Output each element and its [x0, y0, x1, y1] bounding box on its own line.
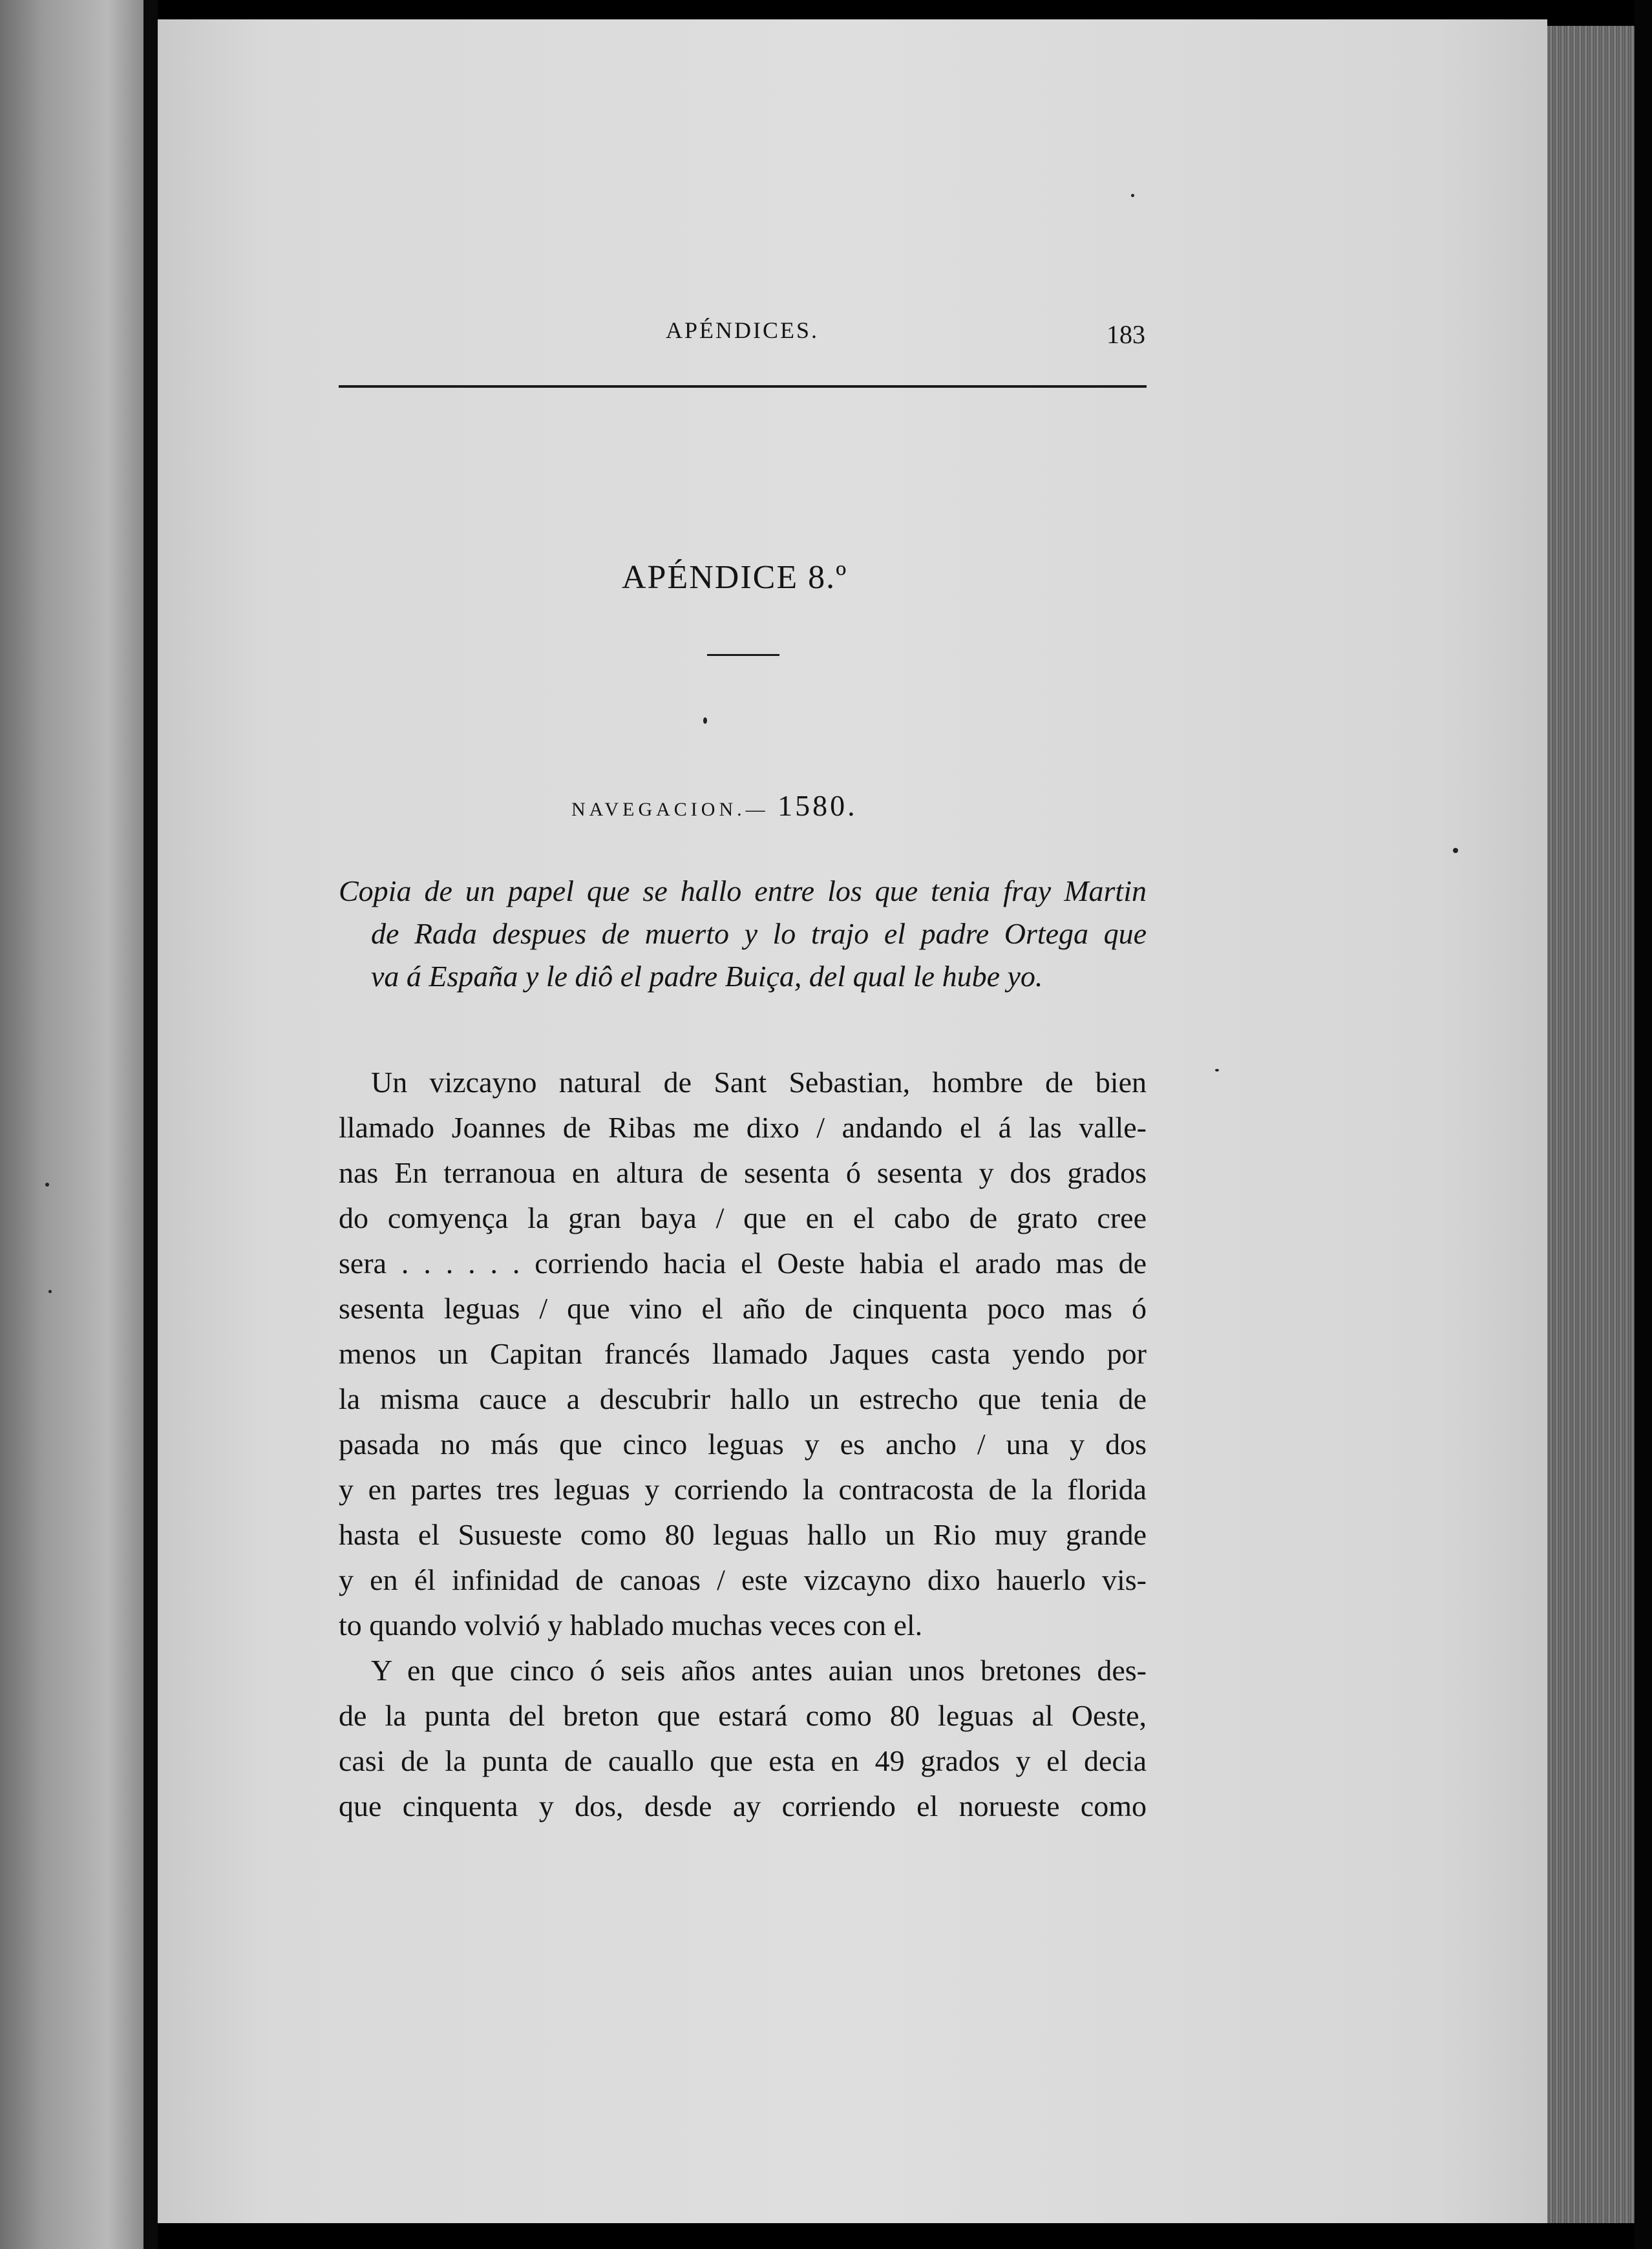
text-line: y en partes tres leguas y corriendo la contracosta de la florida — [339, 1473, 1147, 1506]
body-text — [339, 1060, 1147, 1829]
text-line: sera . . . . . . corriendo hacia el Oeste habia el arado mas de — [339, 1247, 1147, 1280]
intro-line: Copia de un papel que se hallo entre los que tenia fray Martin — [339, 874, 1147, 907]
scan-speck — [1215, 1069, 1219, 1072]
section-year: 1580. — [778, 789, 858, 822]
intro-line: de Rada despues de muerto y lo trajo el padre Ortega que — [371, 917, 1147, 950]
text-line: pasada no más que cinco leguas y es ancho / una y dos — [339, 1428, 1147, 1461]
scan-speck — [48, 1290, 52, 1293]
text-line: que cinquenta y dos, desde ay corriendo el norueste como — [339, 1790, 1147, 1822]
intro-note — [339, 870, 1147, 998]
text-line: hasta el Susueste como 80 leguas hallo un Rio muy grande — [339, 1518, 1147, 1551]
intro-line: va á España y le diô el padre Buiça, del qual le hube yo. — [371, 960, 1043, 993]
header-rule — [339, 385, 1147, 388]
left-page-edge — [0, 0, 143, 2249]
text-line: Y en que cinco ó seis años antes auian unos bretones des- — [371, 1654, 1147, 1687]
page-stack-edges — [1547, 26, 1635, 2223]
text-line: sesenta leguas / que vino el año de cinquenta poco mas ó — [339, 1292, 1147, 1325]
scan-speck — [703, 717, 707, 724]
section-heading — [571, 788, 858, 823]
text-line: casi de la punta de cauallo que esta en 49 grados y el decia — [339, 1744, 1147, 1777]
text-line: y en él infinidad de canoas / este vizcayno dixo hauerlo vis- — [339, 1563, 1147, 1596]
section-label: NAVEGACION.— — [571, 799, 769, 820]
running-head: APÉNDICES. — [666, 317, 820, 343]
text-line: la misma cauce a descubrir hallo un estrecho que tenia de — [339, 1382, 1147, 1415]
text-line: do comyença la gran baya / que en el cabo de grato cree — [339, 1201, 1147, 1234]
text-line: to quando volvió y hablado muchas veces con el. — [339, 1609, 923, 1642]
text-line: Un vizcayno natural de Sant Sebastian, hombre de bien — [371, 1066, 1147, 1099]
text-line: de la punta del breton que estará como 80 leguas al Oeste, — [339, 1699, 1147, 1732]
page-number: 183 — [1107, 320, 1145, 349]
book-gutter — [143, 0, 158, 2249]
title-rule — [707, 654, 779, 656]
scan-speck — [1453, 848, 1458, 853]
right-border — [1635, 0, 1652, 2249]
scan-speck — [1131, 194, 1134, 197]
appendix-title: APÉNDICE 8.º — [622, 559, 848, 596]
text-line: llamado Joannes de Ribas me dixo / andando el á las valle- — [339, 1111, 1147, 1144]
text-line: menos un Capitan francés llamado Jaques casta yendo por — [339, 1337, 1147, 1370]
scan-speck — [45, 1183, 49, 1187]
text-line: nas En terranoua en altura de sesenta ó sesenta y dos grados — [339, 1156, 1147, 1189]
